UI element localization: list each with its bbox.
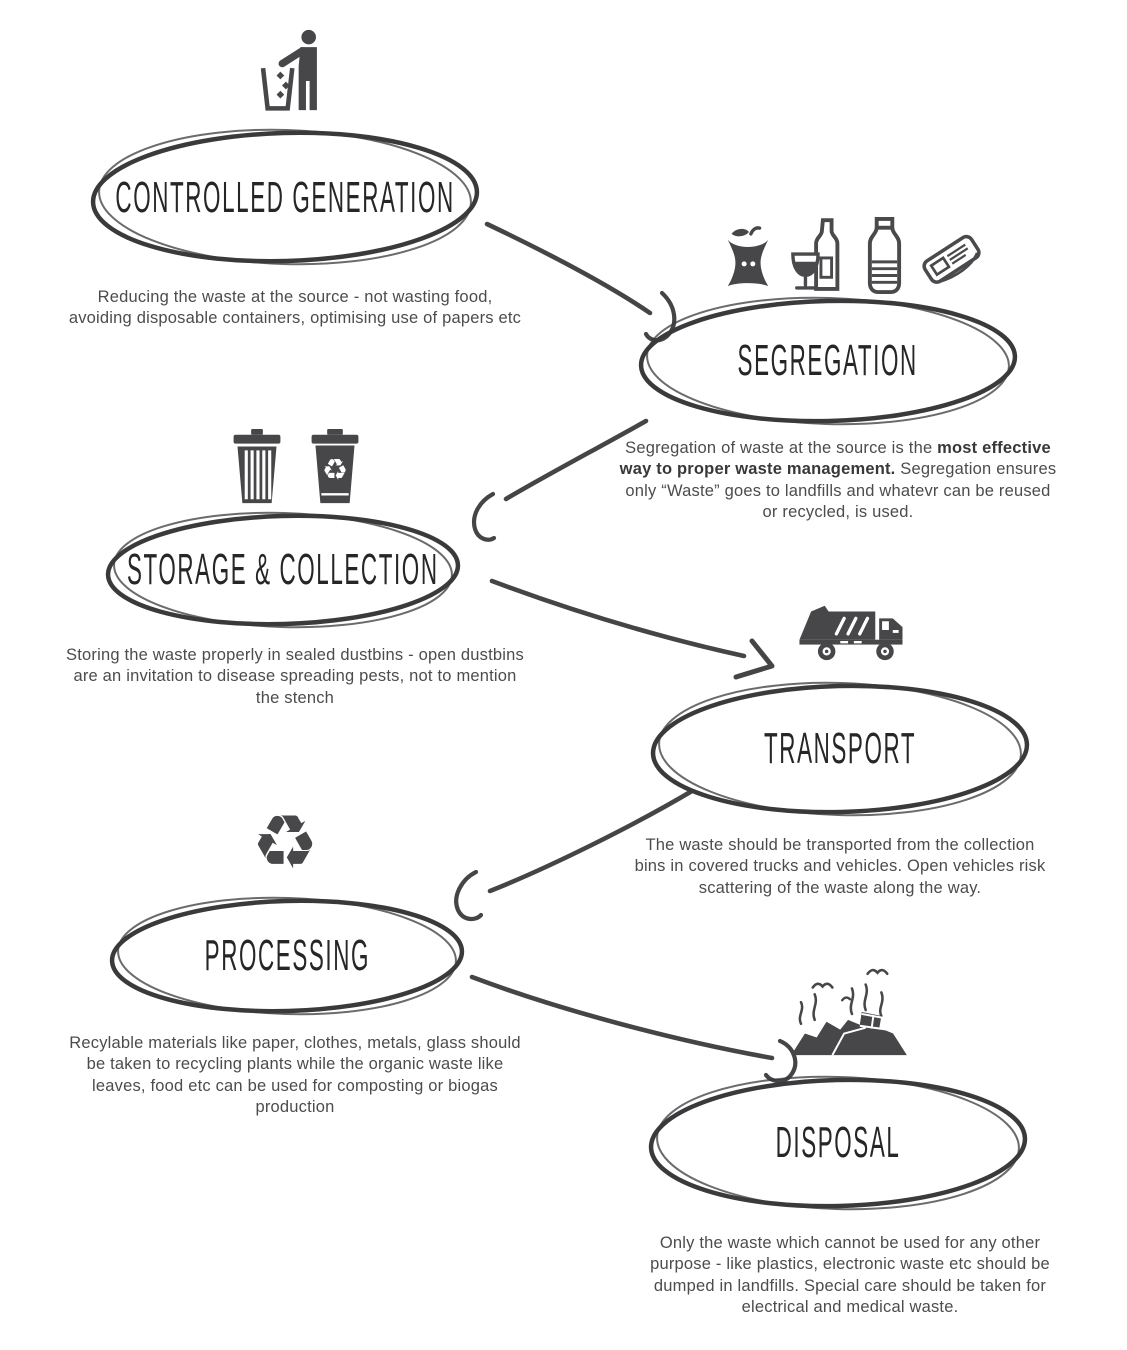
stage-description: Only the waste which cannot be used for any other purpose - like plastics, electronic waste etc should be dumped in landfills. Special care should be taken for electrical and medical waste. [650,1234,1050,1317]
stage-title: DISPOSAL [775,1118,901,1167]
recycle-bin-icon [307,427,363,507]
stage-title: CONTROLLED GENERATION [115,172,455,221]
water-bottle-icon [862,217,907,295]
garbage-truck-icon [791,595,909,665]
newspaper-icon [920,225,986,295]
stage-description: Segregation of waste at the source is the most effective way to proper waste management. Segregation ensures only “Waste” goes to landfills and whatevr can be reused or recycled, is used. [619,439,1057,522]
svg-text:♻: ♻ [321,452,349,487]
stage-description: Recylable materials like paper, clothes, metals, glass should be taken to recycling plants while the organic waste like leaves, food etc can be used for composting or biogas production [69,1034,521,1117]
stage-processing [60,801,530,1125]
recycling-symbol-icon [241,801,329,885]
svg-text:♻: ♻ [251,801,319,885]
stage-storage-collection [60,425,530,725]
stage-transport [620,595,1060,905]
landfill-smoke-icon [785,963,915,1061]
stage-title: SEGREGATION [737,336,919,385]
stage-controlled-generation [60,25,530,355]
stage-disposal [620,965,1080,1335]
stage-title: STORAGE & COLLECTION [127,545,439,594]
stage-description: Storing the waste properly in sealed dustbins - open dustbins are an invitation to disease spreading pests, not to mention the stench [66,646,524,707]
litter-person-icon [253,27,337,113]
stage-title: PROCESSING [204,931,370,980]
stage-segregation [619,215,1057,535]
stage-description: Reducing the waste at the source - not wasting food, avoiding disposable containers, optimising use of papers etc [68,288,522,328]
apple-core-icon [720,225,776,295]
stage-title: TRANSPORT [763,724,917,773]
stage-description: The waste should be transported from the collection bins in covered trucks and vehicles. Open vehicles risk scattering of the waste along the way. [634,836,1046,897]
trash-can-icon [227,427,287,507]
wine-bottle-glass-icon [789,217,849,295]
